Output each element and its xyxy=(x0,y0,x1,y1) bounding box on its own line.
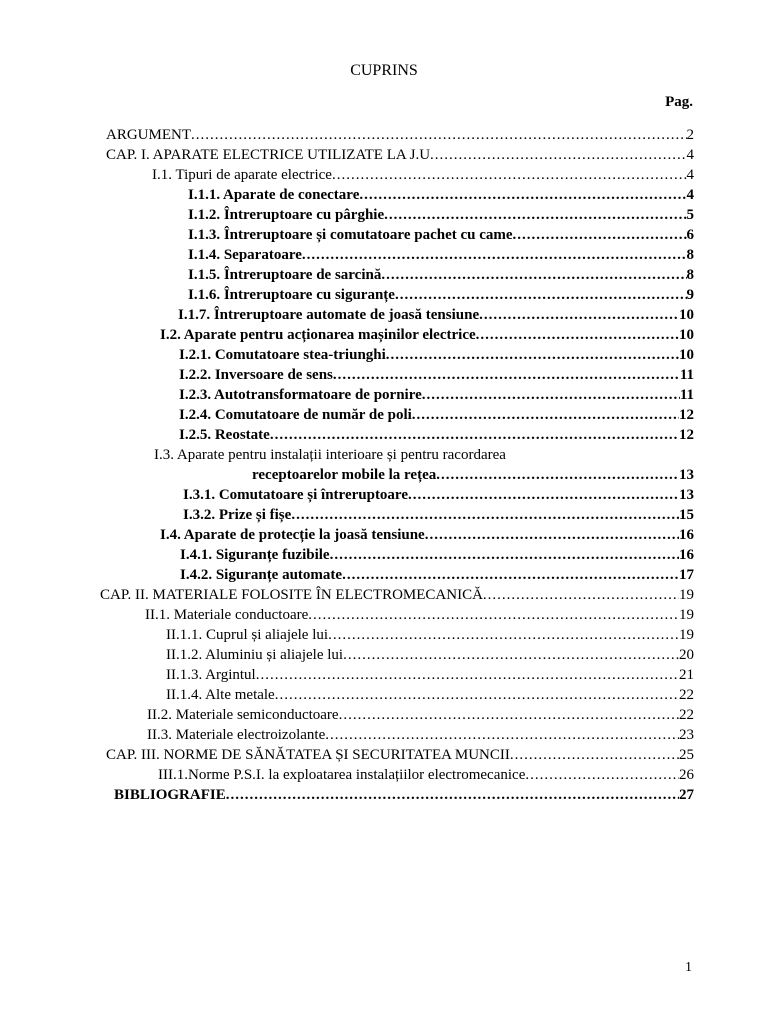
toc-entry-i1: I.1. Tipuri de aparate electrice ..... 4 xyxy=(152,164,694,184)
toc-entry-i2: I.2. Aparate pentru acționarea mașinilor electrice ..... 10 xyxy=(160,324,694,344)
toc-entry-cap1: CAP. I. APARATE ELECTRICE UTILIZATE LA J.U ..... 4 xyxy=(106,144,694,164)
toc-entry-ii12: II.1.2. Aluminiu și aliajele lui ..... 20 xyxy=(166,644,694,664)
toc-entry-iii1: III.1.Norme P.S.I. la exploatarea instalațiilor electromecanice ..... 26 xyxy=(158,764,694,784)
toc-entry-i22: I.2.2. Inversoare de sens ..... 11 xyxy=(179,364,694,384)
toc-entry-i12: I.1.2. Întreruptoare cu pârghie ..... 5 xyxy=(188,204,694,224)
toc-entry-ii14: II.1.4. Alte metale ..... 22 xyxy=(166,684,694,704)
toc-entry-i11: I.1.1. Aparate de conectare ..... 4 xyxy=(188,184,694,204)
toc-entry-ii13: II.1.3. Argintul ..... 21 xyxy=(166,664,694,684)
toc-entry-ii3: II.3. Materiale electroizolante ..... 23 xyxy=(147,724,694,744)
toc-entry-i17: I.1.7. Întreruptoare automate de joasă tensiune ..... 10 xyxy=(178,304,694,324)
toc-entry-cap2: CAP. II. MATERIALE FOLOSITE ÎN ELECTROMECANICĂ ..... 19 xyxy=(100,584,694,604)
toc-entry-i3-line1: I.3. Aparate pentru instalații interioare și pentru racordarea xyxy=(154,447,506,463)
toc-entry-i15: I.1.5. Întreruptoare de sarcină ..... 8 xyxy=(188,264,694,284)
toc-entry-ii11: II.1.1. Cuprul și aliajele lui ..... 19 xyxy=(166,624,694,644)
toc-entry-i4: I.4. Aparate de protecție la joasă tensiune ..... 16 xyxy=(160,524,694,544)
toc-entry-i16: I.1.6. Întreruptoare cu siguranțe ..... 9 xyxy=(188,284,694,304)
toc-entry-i14: I.1.4. Separatoare ..... 8 xyxy=(188,244,694,264)
toc-entry-i25: I.2.5. Reostate ..... 12 xyxy=(179,424,694,444)
toc-entry-i42: I.4.2. Siguranțe automate ..... 17 xyxy=(180,564,694,584)
toc-entry-i31: I.3.1. Comutatoare și întreruptoare ..... 13 xyxy=(183,484,694,504)
document-page: CUPRINS Pag. ARGUMENT ..... 2 CAP. I. APARATE ELECTRICE UTILIZATE LA J.U ..... 4 I.1. Tipuri de aparate electrice ..... 4 I.1.1. Aparate de conectare ..... 4 I.1.2. Întreruptoare cu pârghie ..... 5 I.1.3. Întreruptoare și comutatoare pachet cu came ..... 6 I.1.4. Separatoare ..... 8 I.1.5. Întreruptoare de sarcină ..... 8 I.1.6. Întreruptoare cu siguranțe ..... 9 I.1.7. Întreruptoare automate de joasă tensiune ..... 10 I.2. Aparate pentru acționarea mașinilor electrice ..... 10 I.2.1. Comutatoare stea-triunghi ..... 10 I.2.2. Inversoare de sens ..... 11 I.2.3. Autotransformatoare de pornire ..... 11 I.2.4. Comutatoare de număr de poli ..... 12 I.2.5. Reostate ..... 12 I.3. Aparate pentru instalații interioare și pentru racordarea receptoarelor mobile la rețea ..... 13 I.3.1. Comutatoare și întreruptoare ..... 13 I.3.2. Prize și fișe ..... 15 I.4. Aparate de protecție la joasă tensiune ..... 16 I.4.1. Siguranțe fuzibile ..... 16 I.4.2. Siguranțe automate ..... 17 CAP. II. MATERIALE FOLOSITE ÎN ELECTROMECANICĂ ..... 19 II.1. Materiale conductoare ..... 19 II.1.1. Cuprul și aliajele lui ..... 19 II.1.2. Aluminiu și aliajele lui ..... 20 II.1.3. Argintul ..... 21 II.1.4. Alte metale ..... 22 II.2. Materiale semiconductoare ..... 22 II.3. Materiale electroizolante ..... 23 CAP. III. NORME DE SĂNĂTATEA ȘI SECURITATEA MUNCII ..... 25 III.1.Norme P.S.I. la exploatarea instalațiilor electromecanice ..... 26 BIBLIOGRAFIE ..... 27 1 xyxy=(0,0,768,1024)
toc-entry-i13: I.1.3. Întreruptoare și comutatoare pachet cu came ..... 6 xyxy=(188,224,694,244)
toc-entry-argument: ARGUMENT ..... 2 xyxy=(106,124,694,144)
toc-entry-i3-line2: receptoarelor mobile la rețea ..... 13 xyxy=(252,464,694,484)
page-column-label: Pag. xyxy=(665,94,693,110)
toc-entry-ii2: II.2. Materiale semiconductoare ..... 22 xyxy=(147,704,694,724)
page-title: CUPRINS xyxy=(350,62,418,79)
toc-entry-i24: I.2.4. Comutatoare de număr de poli ..... 12 xyxy=(179,404,694,424)
toc-entry-i41: I.4.1. Siguranțe fuzibile ..... 16 xyxy=(180,544,694,564)
toc-entry-ii1: II.1. Materiale conductoare ..... 19 xyxy=(145,604,694,624)
toc-entry-i32: I.3.2. Prize și fișe ..... 15 xyxy=(183,504,694,524)
toc-entry-cap3: CAP. III. NORME DE SĂNĂTATEA ȘI SECURITATEA MUNCII ..... 25 xyxy=(106,744,694,764)
toc-entry-i21: I.2.1. Comutatoare stea-triunghi ..... 10 xyxy=(179,344,694,364)
toc-entry-i23: I.2.3. Autotransformatoare de pornire ..... 11 xyxy=(179,384,694,404)
toc-entry-bibliografie: BIBLIOGRAFIE ..... 27 xyxy=(114,784,694,804)
